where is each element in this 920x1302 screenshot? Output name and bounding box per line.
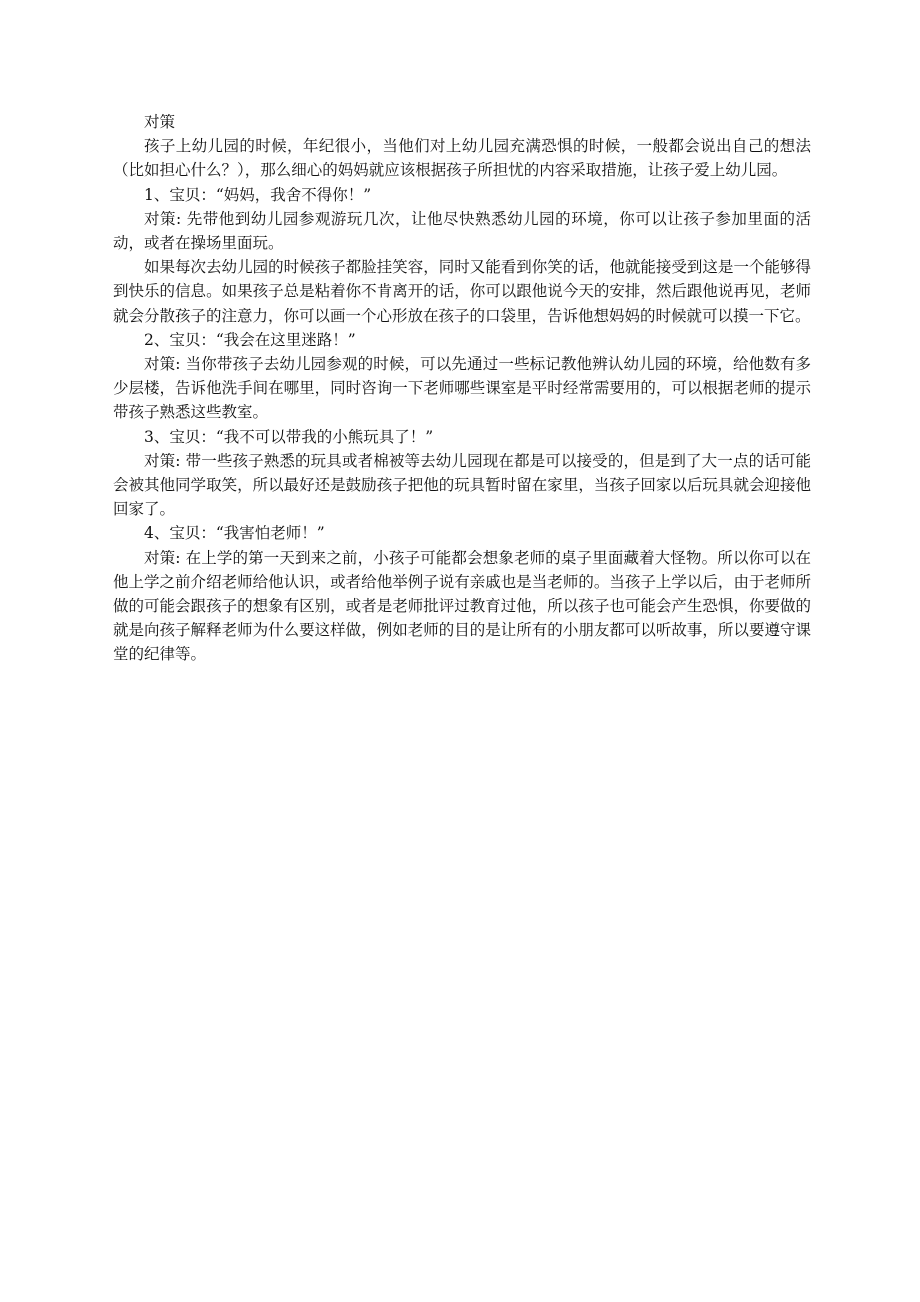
answer-1-1: 对策: 先带他到幼儿园参观游玩几次，让他尽快熟悉幼儿园的环境，你可以让孩子参加里面的活动，或者在操场里面玩。 — [113, 209, 811, 253]
section-heading: 对策 — [144, 113, 176, 131]
question-3: 3、宝贝：“我不可以带我的小熊玩具了！” — [144, 427, 434, 446]
intro-paragraph: 孩子上幼儿园的时候，年纪很小，当他们对上幼儿园充满恐惧的时候，一般都会说出自己的想法（比如担心什么？），那么细心的妈妈就应该根据孩子所担忧的内容采取措施，让孩子爱上幼儿园。 — [113, 137, 811, 180]
question-4: 4、宝贝：“我害怕老师！” — [144, 524, 325, 543]
answer-1-2: 如果每次去幼儿园的时候孩子都脸挂笑容，同时又能看到你笑的话，他就能接受到这是一个能够得到快乐的信息。如果孩子总是粘着你不肯离开的话，你可以跟他说今天的安排，然后跟他说再见，老师就会分散孩子的注意力，你可以画一个心形放在孩子的口袋里，告诉他想妈妈的时候就可以摸一下它。 — [113, 258, 811, 325]
question-2: 2、宝贝：“我会在这里迷路！” — [144, 330, 356, 349]
answer-4-1: 对策: 在上学的第一天到来之前，小孩子可能都会想象老师的桌子里面藏着大怪物。所以你可以在他上学之前介绍老师给他认识，或者给他举例子说有亲戚也是当老师的。当孩子上学以后，由于老师所做的可能会跟孩子的想象有区别，或者是老师批评过教育过他，所以孩子也可能会产生恐惧，你要做的就是向孩子解释老师为什么要这样做，例如老师的目的是让所有的小朋友都可以听故事，所以要遵守课堂的纪律等。 — [113, 548, 811, 664]
document-body — [113, 110, 811, 667]
question-1: 1、宝贝：“妈妈，我舍不得你！” — [144, 185, 372, 204]
answer-3-1: 对策: 带一些孩子熟悉的玩具或者棉被等去幼儿园现在都是可以接受的，但是到了大一点的话可能会被其他同学取笑，所以最好还是鼓励孩子把他的玩具暂时留在家里，当孩子回家以后玩具就会迎接他回家了。 — [113, 451, 811, 519]
answer-2-1: 对策: 当你带孩子去幼儿园参观的时候，可以先通过一些标记教他辨认幼儿园的环境，给他数有多少层楼，告诉他洗手间在哪里，同时咨询一下老师哪些课室是平时经常需要用的，可以根据老师的提示带孩子熟悉这些教室。 — [113, 355, 811, 422]
